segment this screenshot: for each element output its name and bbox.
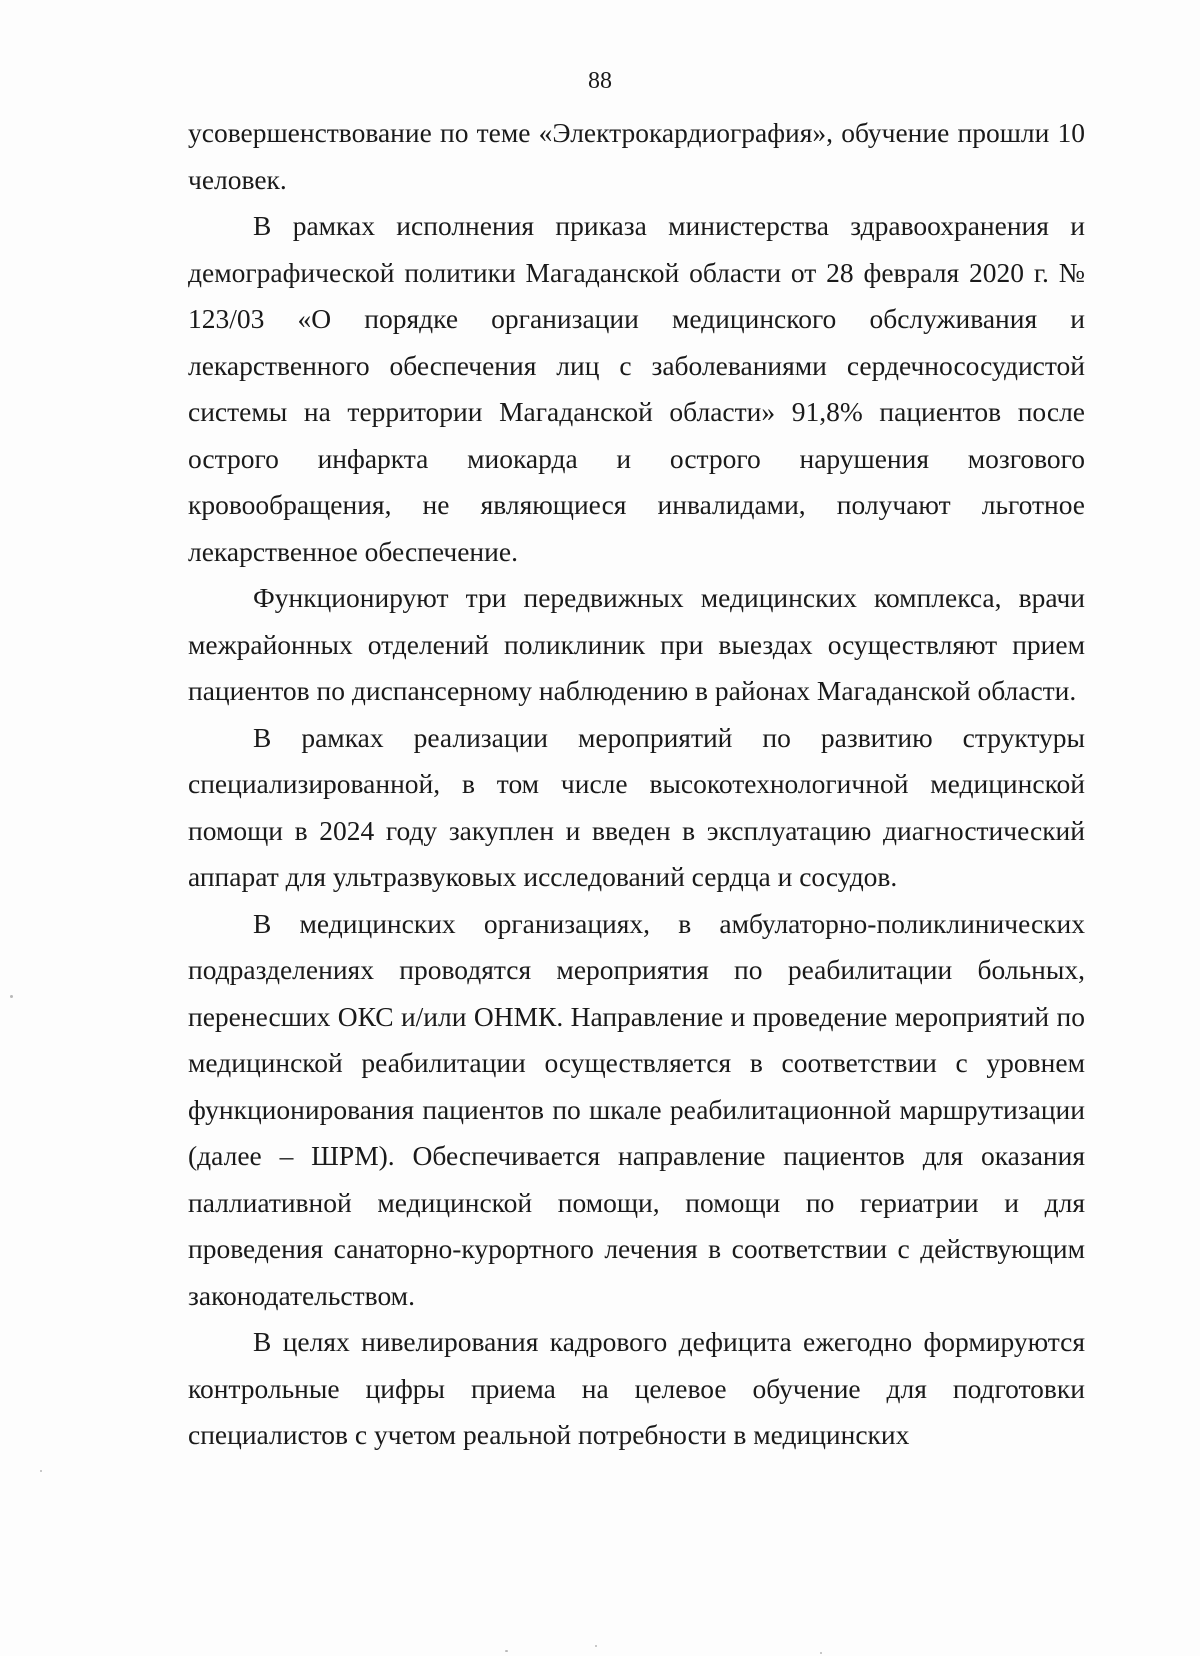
scan-speck xyxy=(505,1650,508,1652)
paragraph-rehabilitation: В медицинских организациях, в амбулаторно-поликлинических подразделениях проводятся мероприятия по реабилитации больных, перенесших ОКС и/или ОНМК. Направление и проведение мероприятий по медицинской реабилитации осуществляется в соответствии с уровнем функционирования пациентов по шкале реабилитационной маршрутизации (далее – ШРМ). Обеспечивается направление пациентов для оказания паллиативной медицинской помощи, помощи по гериатрии и для проведения санаторно-курортного лечения в соответствии с действующим законодательством. xyxy=(188,907,1085,1311)
page-number: 88 xyxy=(588,68,612,94)
paragraph-order-implementation: В рамках исполнения приказа министерства здравоохранения и демографической политики Магаданской области от 28 февраля 2020 г. № 123/03 «О порядке организации медицинского обслуживания и лекарственного обеспечения лиц с заболеваниями сердечнососудистой системы на территории Магаданской области» 91,8% пациентов после острого инфаркта миокарда и острого нарушения мозгового кровообращения, не являющиеся инвалидами, получают льготное лекарственное обеспечение. xyxy=(188,210,1085,567)
body-text xyxy=(188,110,1085,1459)
scan-speck xyxy=(820,1652,822,1654)
paragraph-mobile-complexes: Функционируют три передвижных медицинских комплекса, врачи межрайонных отделений поликлиник при выездах осуществляют прием пациентов по диспансерному наблюдению в районах Магаданской области. xyxy=(188,582,1085,706)
scan-speck xyxy=(10,995,13,998)
scan-speck xyxy=(595,1645,597,1647)
paragraph-continuation: усовершенствование по теме «Электрокардиография», обучение прошли 10 человек. xyxy=(188,117,1085,195)
paragraph-staffing-targets: В целях нивелирования кадрового дефицита ежегодно формируются контрольные цифры приема на целевое обучение для подготовки специалистов с учетом реальной потребности в медицинских xyxy=(188,1326,1085,1450)
paragraph-ultrasound-equipment: В рамках реализации мероприятий по развитию структуры специализированной, в том числе высокотехнологичной медицинской помощи в 2024 году закуплен и введен в эксплуатацию диагностический аппарат для ультразвуковых исследований сердца и сосудов. xyxy=(188,721,1085,892)
scan-speck xyxy=(40,1470,42,1472)
